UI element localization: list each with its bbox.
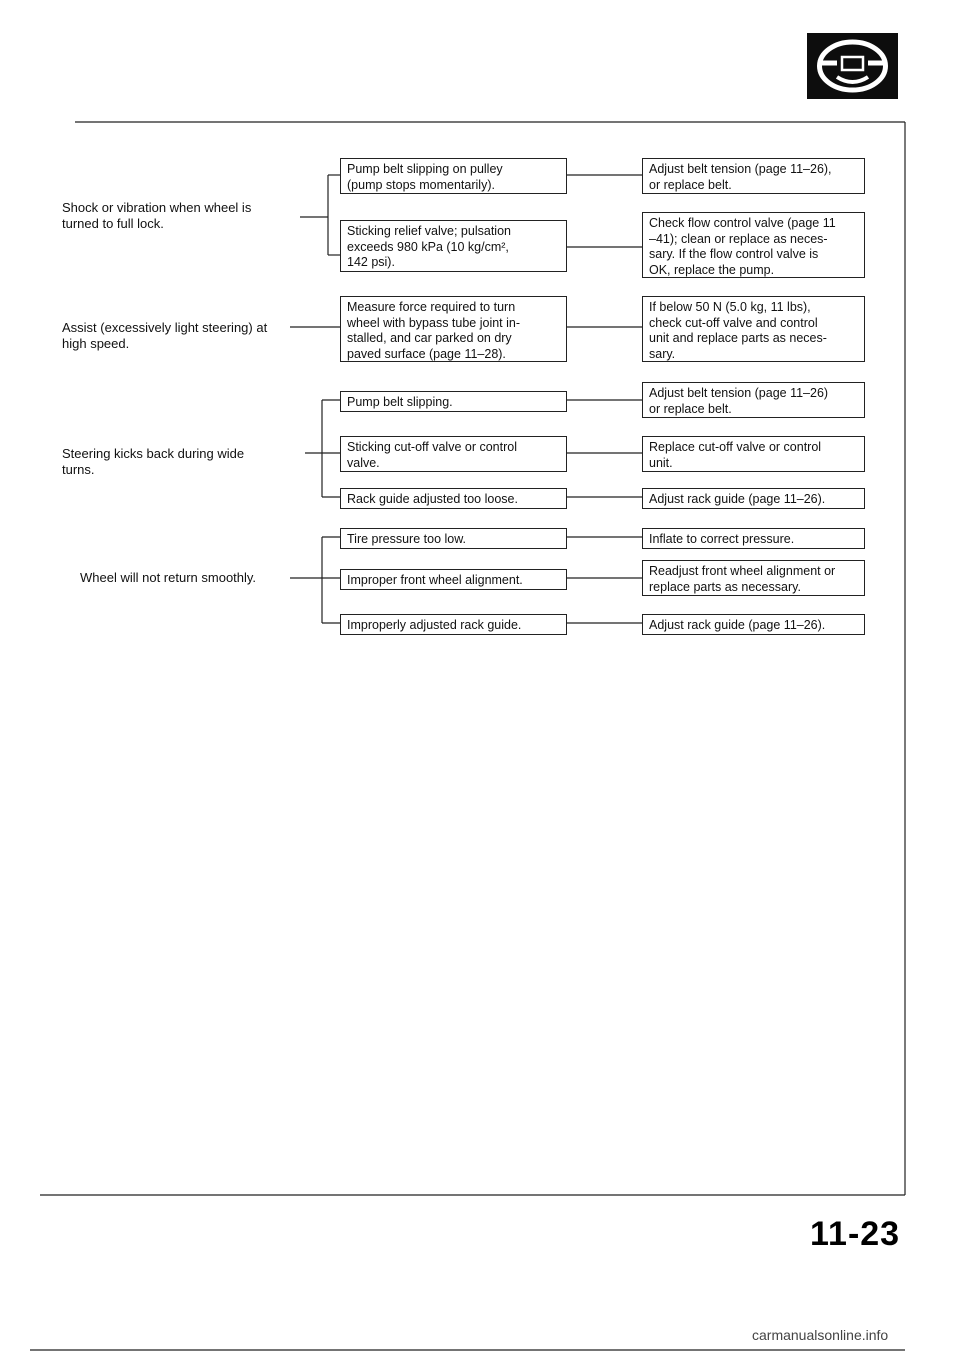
- page-number: 11-23: [810, 1215, 901, 1253]
- footer-watermark: carmanualsonline.info: [752, 1327, 889, 1343]
- remedy-readjust-alignment: Readjust front wheel alignment or replace parts as necessary.: [642, 560, 865, 596]
- symptom-assist-light: Assist (excessively light steering) at high speed.: [62, 320, 268, 351]
- cause-cutoff-valve: Sticking cut-off valve or control valve.: [340, 436, 567, 472]
- cause-measure-force: Measure force required to turn wheel with bypass tube joint in- stalled, and car parked on dry paved surface (page 11–28).: [340, 296, 567, 362]
- remedy-adjust-belt-2: Adjust belt tension (page 11–26) or replace belt.: [642, 382, 865, 418]
- remedy-adjust-rack-1: Adjust rack guide (page 11–26).: [642, 488, 865, 509]
- remedy-flow-valve: Check flow control valve (page 11 –41); clean or replace as neces- sary. If the flow control valve is OK, replace the pump.: [642, 212, 865, 278]
- cause-rack-improper: Improperly adjusted rack guide.: [340, 614, 567, 635]
- symptom-kicks-back: Steering kicks back during wide turns.: [62, 446, 245, 477]
- symptom-no-return: Wheel will not return smoothly.: [80, 570, 257, 585]
- cause-relief-valve: Sticking relief valve; pulsation exceeds 980 kPa (10 kg/cm², 142 psi).: [340, 220, 567, 272]
- remedy-inflate: Inflate to correct pressure.: [642, 528, 865, 549]
- remedy-adjust-belt-1: Adjust belt tension (page 11–26), or replace belt.: [642, 158, 865, 194]
- cause-pump-belt-pulley: Pump belt slipping on pulley (pump stops momentarily).: [340, 158, 567, 194]
- remedy-below-50n: If below 50 N (5.0 kg, 11 lbs), check cut-off valve and control unit and replace parts as neces- sary.: [642, 296, 865, 362]
- remedy-adjust-rack-2: Adjust rack guide (page 11–26).: [642, 614, 865, 635]
- symptom-shock-vibration: Shock or vibration when wheel is turned to full lock.: [62, 200, 252, 231]
- cause-pump-belt: Pump belt slipping.: [340, 391, 567, 412]
- remedy-replace-cutoff: Replace cut-off valve or control unit.: [642, 436, 865, 472]
- cause-alignment: Improper front wheel alignment.: [340, 569, 567, 590]
- cause-rack-loose: Rack guide adjusted too loose.: [340, 488, 567, 509]
- cause-tire-pressure: Tire pressure too low.: [340, 528, 567, 549]
